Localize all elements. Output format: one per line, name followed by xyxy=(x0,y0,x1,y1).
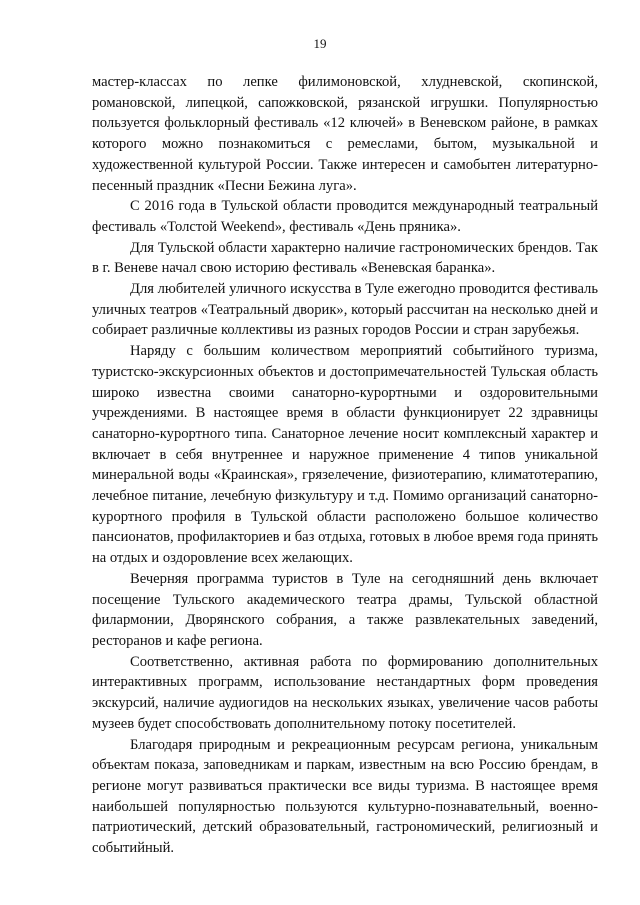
paragraph-tourism-types: Благодаря природным и рекреационным ресурсам региона, уникальным объектам показа, заповедникам и паркам, известным на всю Россию брендам, в регионе могут развиваться практически все виды туризма. В настоящее время наибольшей популярностью пользуются культурно-познавательный, военно-патриотический, детский образовательный, гастрономический, религиозный и событийный. xyxy=(92,736,598,857)
paragraph-interactive-programs: Соответственно, активная работа по формированию дополнительных интерактивных программ, использование нестандартных форм проведения экскурсий, наличие аудиогидов на нескольких языках, увеличение часов работы музеев будет способствовать дополнительному потоку посетителей. xyxy=(92,653,598,732)
page-number: 19 xyxy=(313,36,327,51)
paragraph-gastronomic-brands: Для Тульской области характерно наличие гастрономических брендов. Так в г. Веневе начал свою историю фестиваль «Веневская баранка». xyxy=(92,239,598,277)
paragraph-evening-program: Вечерняя программа туристов в Туле на сегодняшний день включает посещение Тульского академического театра драмы, Тульской областной филармонии, Дворянского собрания, а также развлекательных заведений, ресторанов и кафе региона. xyxy=(92,570,598,649)
paragraph-sanatorium: Наряду с большим количеством мероприятий событийного туризма, туристско-экскурсионных объектов и достопримечательностей Тульская область широко известна своими санаторно-курортными и оздоровительными учреждениями. В настоящее время в области функционирует 22 здравницы санаторно-курортного типа. Санаторное лечение носит комплексный характер и включает в себя внутреннее и наружное применение 4 типов уникальной минеральной воды «Краинская», грязелечение, физиотерапию, климатотерапию, лечебное питание, лечебную физкультуру и т.д. Помимо организаций санаторно-курортного профиля в Тульской области расположено большое количество пансионатов, профилакториев и баз отдыха, готовых в любое время года принять на отдых и оздоровление всех желающих. xyxy=(92,343,598,567)
body-text xyxy=(92,72,598,859)
paragraph-street-art: Для любителей уличного искусства в Туле ежегодно проводится фестиваль уличных театров «Театральный дворик», который рассчитан на несколько дней и собирает различные коллективы из разных городов России и стран зарубежья. xyxy=(92,281,598,339)
paragraph-continuation: мастер-классах по лепке филимоновской, хлудневской, скопинской, романовской, липецкой, сапожковской, рязанской игрушки. Популярностью пользуется фольклорный фестиваль «12 ключей» в Веневском районе, в рамках которого можно познакомиться с ремеслами, бытом, музыкальной и художественной культурой России. Также интересен и самобытен литературно-песенный праздник «Песни Бежина луга». xyxy=(92,74,598,194)
paragraph-tolstoy-weekend: С 2016 года в Тульской области проводится международный театральный фестиваль «Толстой Weekend», фестиваль «День пряника». xyxy=(92,198,598,235)
